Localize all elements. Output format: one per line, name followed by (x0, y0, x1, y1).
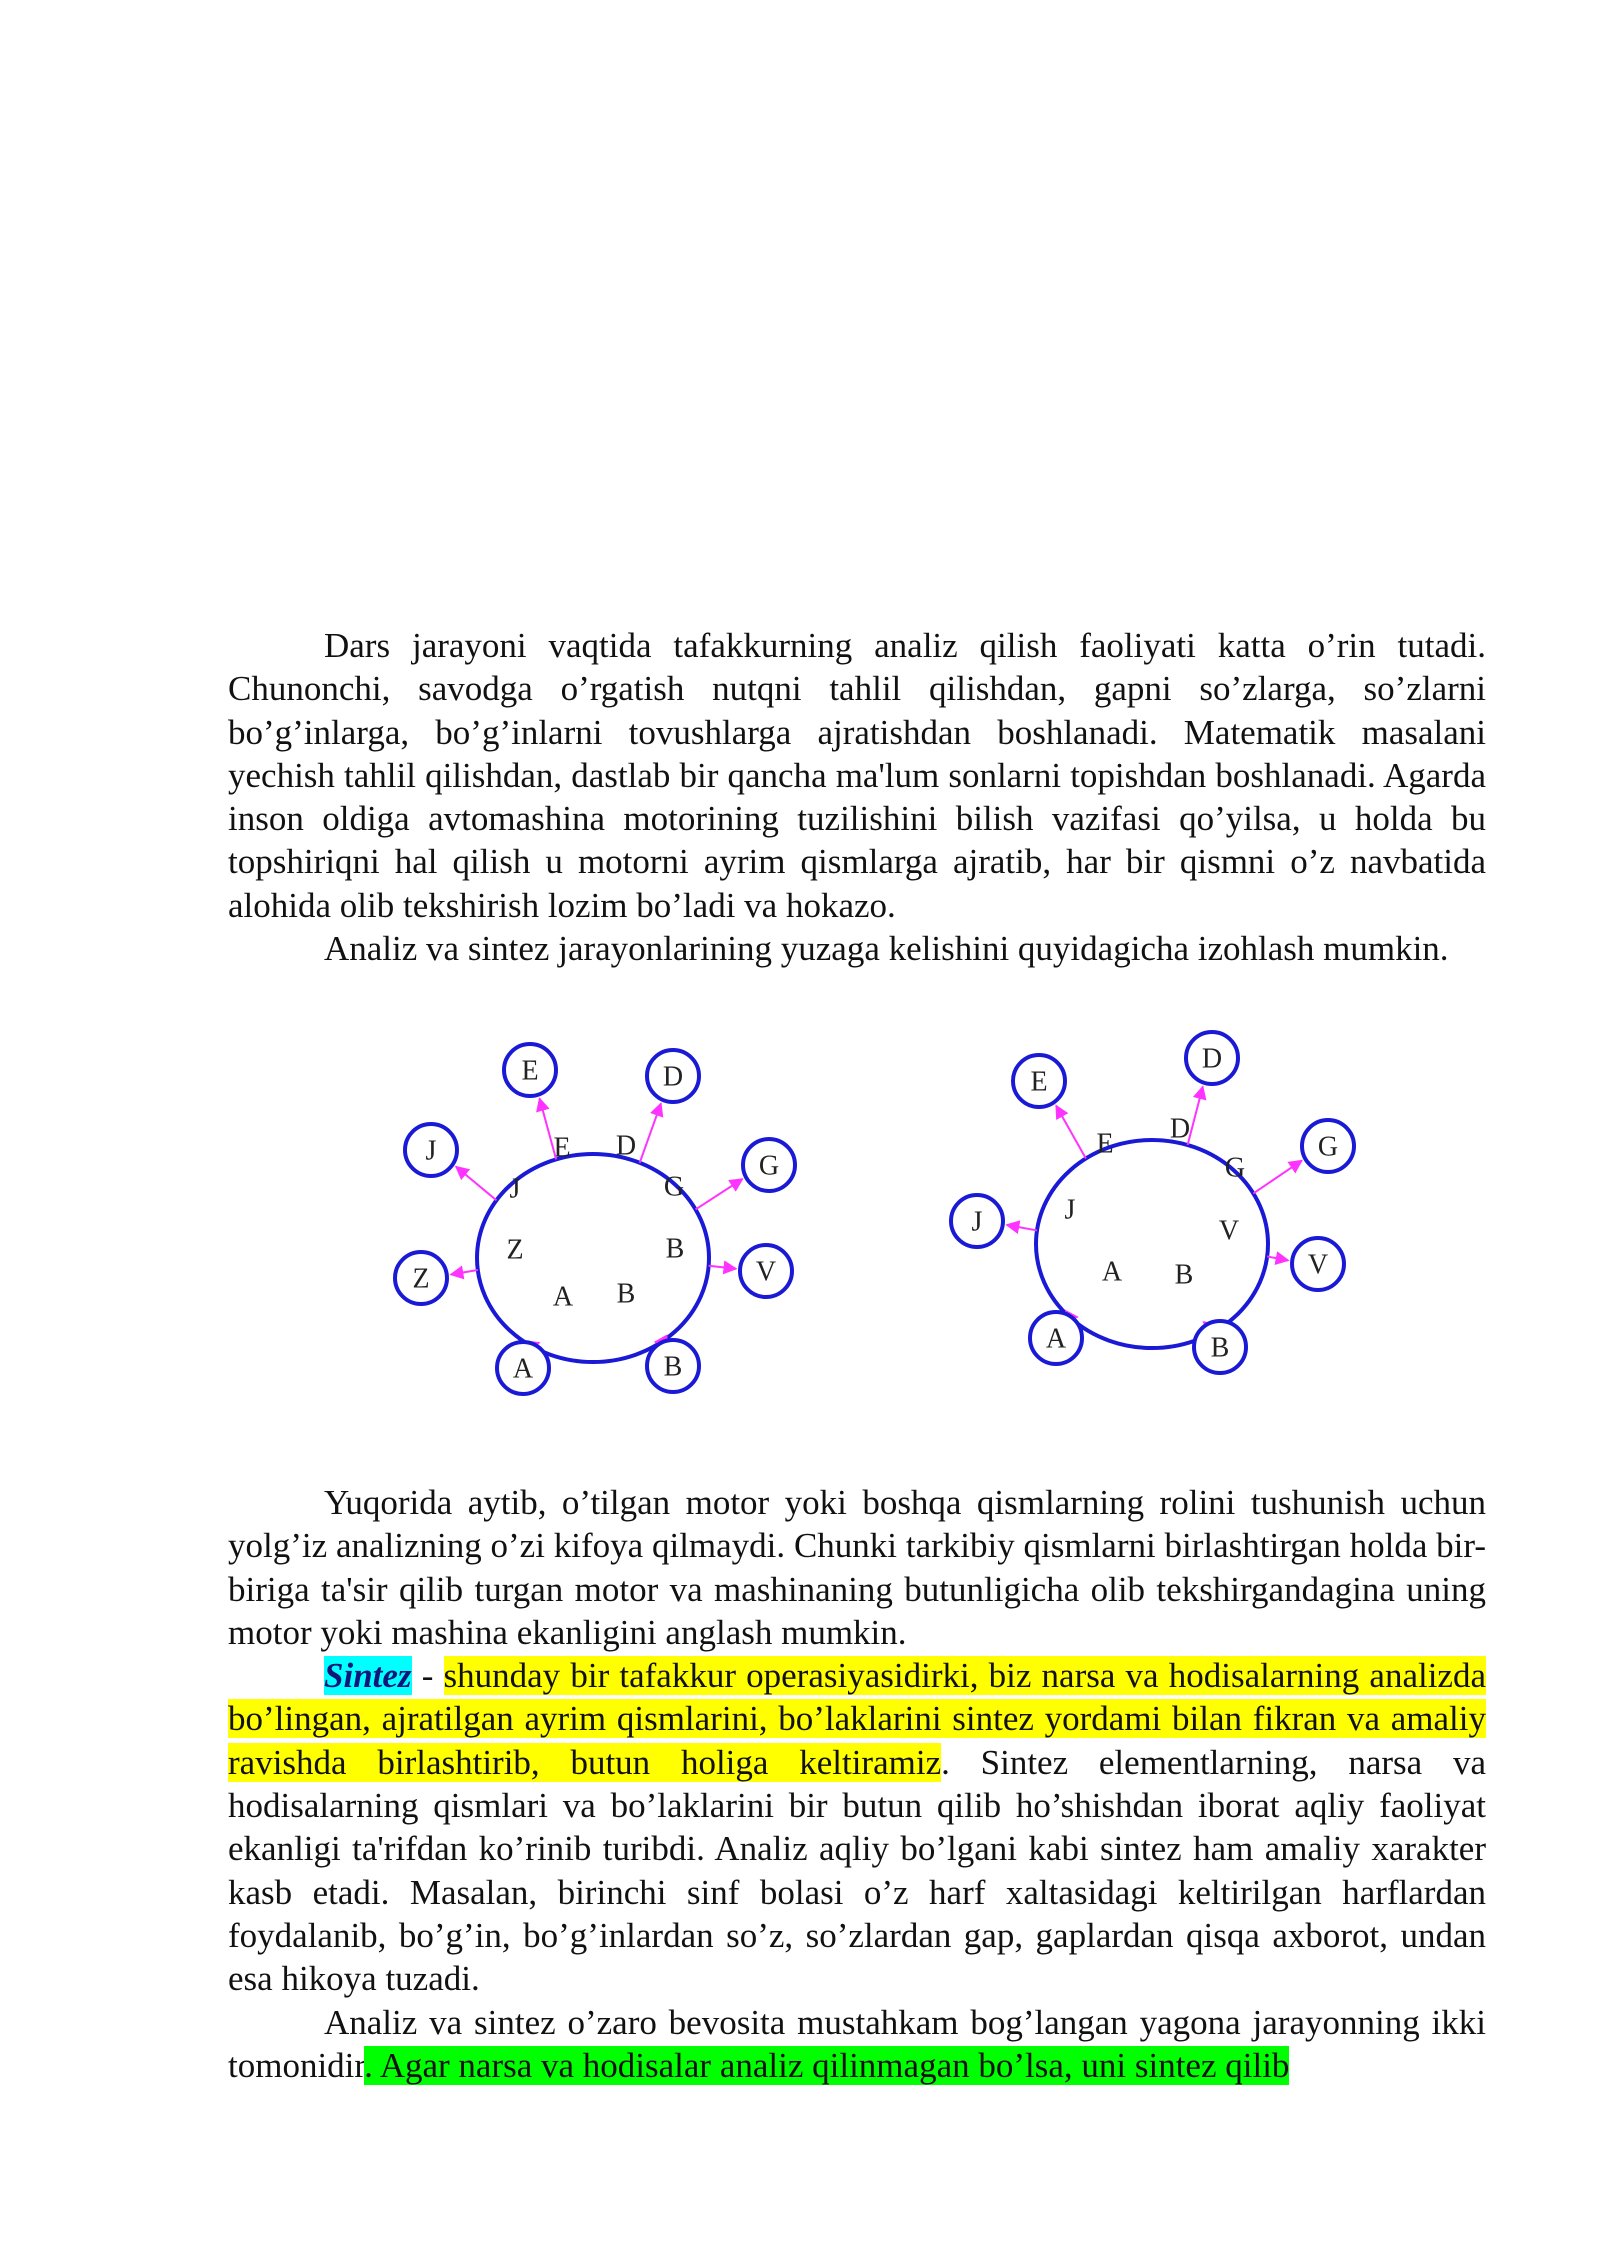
inner-label: E (553, 1132, 571, 1164)
arrow (1056, 1106, 1086, 1159)
inner-label: G (663, 1171, 685, 1203)
arrow (709, 1266, 736, 1269)
arrow (1267, 1256, 1288, 1260)
arrow (456, 1167, 497, 1201)
outer-label: D (662, 1061, 684, 1093)
outer-label: D (1201, 1043, 1223, 1075)
inner-label: D (1169, 1113, 1191, 1145)
outer-label: G (758, 1150, 780, 1182)
paragraph-3: Yuqorida aytib, o’tilgan motor yoki boshqa qismlarning rolini tushunish uchun yolg’iz analizning o’zi kifoya qilmaydi. Chunki tarkibiy qismlarni birlashtirgan holda bir-biriga ta'sir qilib turgan motor va mashinaning butunligicha olib tekshirgandagina uning motor yoki mashina ekanligini anglash mumkin. (228, 1483, 1486, 1652)
paragraph-1: Dars jarayoni vaqtida tafakkurning analiz qilish faoliyati katta o’rin tutadi. Chunonchi, savodga o’rgatish nutqni tahlil qilishdan, gapni so’zlarga, so’zlarni bo’g’inlarga, bo’g’inlarni tovushlarga ajratishdan boshlanadi. Matematik masalani yechish tahlil qilishdan, dastlab bir qancha ma'lum sonlarni topishdan boshlanadi. Agarda inson oldiga avtomashina motorining tuzilishini bilish vazifasi qo’yilsa, u holda bu topshiriqni hal qilish u motorni ayrim qismlarga ajratib, har bir qismni o’z navbatida alohida olib tekshirish lozim bo’ladi va hokazo. (228, 626, 1486, 925)
outer-label: A (512, 1353, 534, 1385)
outer-label: J (425, 1135, 437, 1167)
inner-label: V (1218, 1215, 1240, 1247)
paragraph-5 (228, 2001, 1486, 2088)
arrow (640, 1103, 661, 1162)
arrow (451, 1270, 478, 1275)
outer-label: B (1210, 1332, 1230, 1364)
term-dash: - (411, 1656, 444, 1696)
diagram-synthesis-right (951, 1032, 1354, 1373)
arrow (540, 1098, 557, 1159)
analysis-synthesis-diagrams (380, 1030, 1380, 1430)
inner-label: E (1096, 1128, 1114, 1160)
outer-label: Z (412, 1263, 430, 1295)
text-block-top (228, 624, 1486, 970)
sintez-definition-highlight: shunday bir tafakkur operasiyasidirki, biz narsa va hodisalarning analizda bo’lingan, ajratilgan ayrim qismlarini, bo’laklarini sintez yordami bilan fikran va amaliy ravishda birlashtirib, butun holiga keltiramiz (228, 1656, 1487, 1782)
outer-label: V (755, 1256, 777, 1288)
outer-label: B (663, 1351, 683, 1383)
inner-label: A (1101, 1256, 1123, 1288)
outer-label: E (1030, 1066, 1048, 1098)
outer-label: G (1317, 1131, 1339, 1163)
arrow (696, 1179, 743, 1209)
inner-label: B (1174, 1259, 1194, 1291)
text-block-bottom (228, 1481, 1486, 2087)
paragraph-2: Analiz va sintez jarayonlarining yuzaga kelishini quyidagicha izohlash mumkin. (324, 929, 1449, 969)
inner-label: J (1064, 1194, 1076, 1226)
inner-label: G (1224, 1152, 1246, 1184)
paragraph-5-start: Analiz va sintez o’zaro bevosita mustahkam bog’langan yagona jarayonning ikki tomonidir (228, 2002, 1486, 2085)
inner-label: D (615, 1130, 637, 1162)
inner-label: J (509, 1173, 521, 1205)
inner-label: B (665, 1233, 685, 1265)
paragraph-4-rest: . Sintez elementlarning, narsa va hodisalarning qismlari va bo’laklarini bir butun qilib ho’shishdan iborat aqliy faoliyat ekanligi ta'rifdan ko’rinib turibdi. Analiz aqliy bo’lgani kabi sintez ham amaliy xarakter kasb etadi. Masalan, birinchi sinf bolasi o’z harf xaltasidagi keltirilgan harflardan foydalanib, bo’g’in, bo’g’inlardan so’z, so’zlardan gap, gaplardan qisqa axborot, undan esa hikoya tuzadi. (228, 1742, 1486, 1999)
inner-label: Z (506, 1234, 524, 1266)
outer-label: E (521, 1055, 539, 1087)
outer-label: V (1307, 1249, 1329, 1281)
outer-label: A (1045, 1323, 1067, 1355)
inner-label: A (552, 1281, 574, 1313)
outer-label: J (971, 1206, 983, 1238)
inner-label: B (616, 1278, 636, 1310)
arrow (1253, 1161, 1301, 1194)
paragraph-4 (228, 1654, 1486, 2000)
paragraph-5-highlight: . Agar narsa va hodisalar analiz qilinmagan bo’lsa, uni sintez qilib (364, 2045, 1290, 2085)
diagram-analysis-left (395, 1044, 795, 1394)
arrow (1007, 1225, 1037, 1231)
term-sintez: Sintez (324, 1656, 412, 1696)
